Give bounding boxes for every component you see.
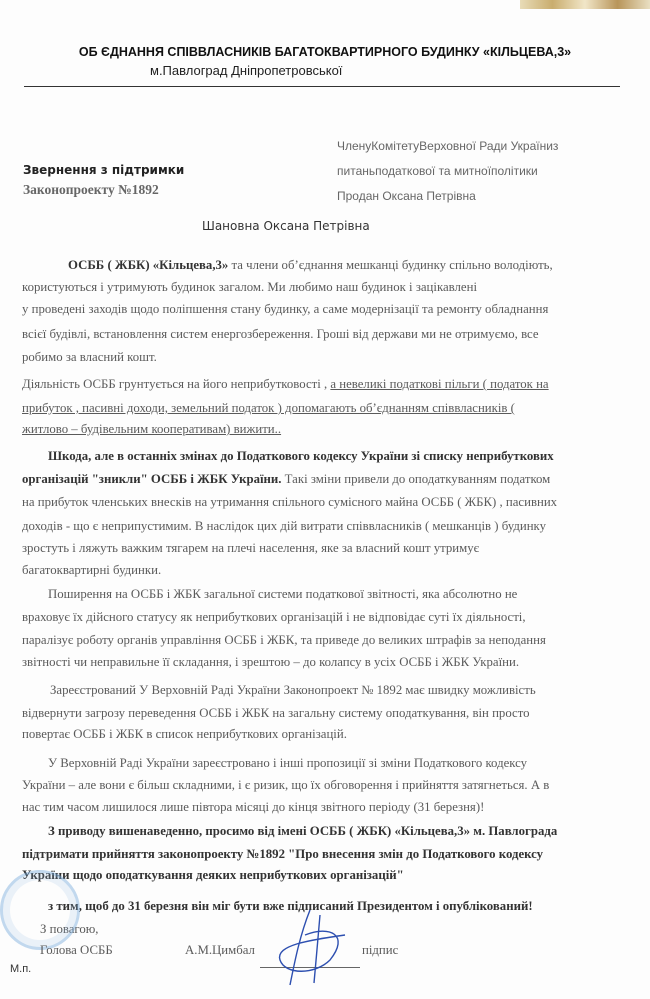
- letter-text: житлово – будівельним кооперативам) вижити..: [22, 422, 282, 436]
- letter-line: [50, 683, 640, 698]
- letter-segment: та члени об’єднання мешканці будинку спільно володіють,: [228, 258, 553, 272]
- letter-segment: Поширення на ОСББ і ЖБК загальної системи податкової звітності, яка абсолютно не: [48, 587, 518, 601]
- letter-line: [22, 610, 640, 625]
- letter-segment: ОСББ ( ЖБК) «Кільцева,3»: [68, 258, 229, 272]
- letter-segment: користуються і утримують будинок загалом. Ми любимо наш будинок і зацікавлені: [22, 280, 478, 294]
- signer-name: А.М.Цимбал: [185, 943, 255, 957]
- letter-line: [22, 727, 640, 742]
- letter-line: [22, 495, 640, 510]
- letter-segment: Шкода, але в останніх змінах до Податкового кодексу України зі списку неприбуткових: [48, 449, 554, 463]
- letter-segment: з тим, щоб до 31 березня він міг бути вже підписаний Президентом і опублікований!: [48, 899, 533, 913]
- letter-line: [22, 800, 640, 815]
- letter-segment: повертає ОСББ і ЖБК в список неприбуткових організацій.: [22, 727, 347, 741]
- letter-segment: [330, 377, 548, 391]
- letter-segment: [22, 401, 515, 415]
- letter-segment: паралізує роботу органів управління ОСББ і ЖБК, та приведе до великих штрафів за неподання: [22, 633, 546, 647]
- letter-segment: підтримати прийняття законопроекту №1892 "Про внесення змін до Податкового кодексу: [22, 847, 544, 861]
- letter-segment: робимо за власний кошт.: [22, 350, 157, 364]
- top-image-strip: [520, 0, 650, 9]
- letter-segment: зростуть і ляжуть важким тягарем на плечі населення, яке за власний кошт утримує: [22, 541, 480, 555]
- letter-line: [22, 377, 640, 392]
- letter-segment: у проведені заходів щодо поліпшення стану будинку, а саме модернізації та ремонту обладнання: [22, 302, 549, 316]
- organization-title: ОБ ЄДНАННЯ СПІВВЛАСНИКІВ БАГАТОКВАРТИРНОГО БУДИНКУ «КІЛЬЦЕВА,3»: [78, 45, 572, 59]
- letter-segment: відвернути загрозу переведення ОСББ і ЖБК на загальну систему оподаткування, він просто: [22, 706, 530, 720]
- letter-text: а невеликі податкові пільги ( податок на: [330, 377, 549, 391]
- organization-city: м.Павлоград Дніпропетровської: [150, 63, 343, 78]
- letter-line: [22, 778, 640, 793]
- letter-line: [22, 655, 640, 670]
- letter-line: [22, 401, 640, 416]
- letter-line: [22, 519, 640, 534]
- letter-line: [22, 327, 640, 342]
- letter-line: [48, 587, 640, 602]
- signer-position: Голова ОСББ: [40, 943, 113, 957]
- letter-segment: на прибуток членських внесків на утримання спільного сумісного майна ОСББ ( ЖБК) , пасивних: [22, 495, 558, 509]
- letter-line: [22, 541, 640, 556]
- seal-stamp: [0, 870, 80, 950]
- letter-segment: доходів - що є неприпустимим. В наслідок цих дій витрати співвласників ( мешканців ) будинку: [22, 519, 546, 533]
- letter-line: [22, 280, 640, 295]
- signature-label: підпис: [362, 943, 399, 957]
- letter-line: [68, 258, 640, 273]
- letter-segment: Такі зміни привели до оподаткуванням податком: [281, 472, 551, 486]
- letter-line: [22, 472, 640, 487]
- letter-line: [22, 847, 640, 862]
- letter-segment: У Верховній Раді України зареєстровано і інші пропозиції зі зміни Податкового кодексу: [48, 756, 528, 770]
- letter-line: [48, 824, 640, 839]
- recipient-line: питаньподаткової та митноїполітики: [337, 164, 538, 178]
- recipient-line: ЧленуКомітетуВерховної Ради Україниз: [337, 139, 559, 153]
- letter-segment: всієї будівлі, встановлення систем енергозбереження. Гроші від держави ми не отримуємо, все: [22, 327, 539, 341]
- letter-segment: З приводу вишенаведенно, просимо від імені ОСББ ( ЖБК) «Кільцева,3» м. Павлограда: [48, 824, 558, 838]
- letter-segment: України – але вони є більш складними, і є ризик, що їх обговорення і прийняття затягнеться. А в: [22, 778, 550, 792]
- letter-segment: звітності чи неправильне її складання, і зрештою – до колапсу в усіх ОСББ і ЖБК України.: [22, 655, 520, 669]
- seal-place-label: М.п.: [10, 963, 32, 975]
- letter-segment: Діяльність ОСББ грунтується на його неприбутковості ,: [22, 377, 331, 391]
- header-divider: [24, 86, 620, 87]
- letter-line: [48, 756, 640, 771]
- letter-segment: багатоквартирні будинки.: [22, 563, 162, 577]
- letter-line: [22, 633, 640, 648]
- letter-text: прибуток , пасивні доходи, земельний податок ) допомагають об’єднанням співвласників (: [22, 401, 515, 415]
- letter-segment: З повагою,: [40, 922, 99, 936]
- subject-bill: Законопроекту №1892: [23, 182, 159, 197]
- letter-segment: Зареєстрований У Верховній Раді України Законопроект № 1892 має швидку можливість: [50, 683, 536, 697]
- letter-segment: України щодо оподаткування деяких неприбуткових організацій": [22, 868, 404, 882]
- subject-line: Звернення з підтримки: [23, 163, 185, 177]
- letter-segment: [22, 422, 281, 436]
- letter-line: [22, 868, 640, 883]
- letter-line: [48, 449, 640, 464]
- letter-line: [22, 350, 640, 365]
- letter-line: [22, 302, 640, 317]
- letter-segment: організацій "зникли" ОСББ і ЖБК України.: [22, 472, 282, 486]
- greeting: Шановна Оксана Петрівна: [202, 219, 370, 233]
- letter-segment: нас тим часом лишилося лише півтора місяці до кінця звітного періоду (31 березня)!: [22, 800, 485, 814]
- letter-line: [22, 706, 640, 721]
- letter-line: [22, 422, 640, 437]
- handwritten-signature: [270, 905, 360, 990]
- letter-segment: враховує їх дійсного статусу як неприбуткових організацій і не відповідає суті їх діяльності,: [22, 610, 526, 624]
- letter-line: [22, 563, 640, 578]
- recipient-name: Продан Оксана Петрівна: [337, 189, 476, 203]
